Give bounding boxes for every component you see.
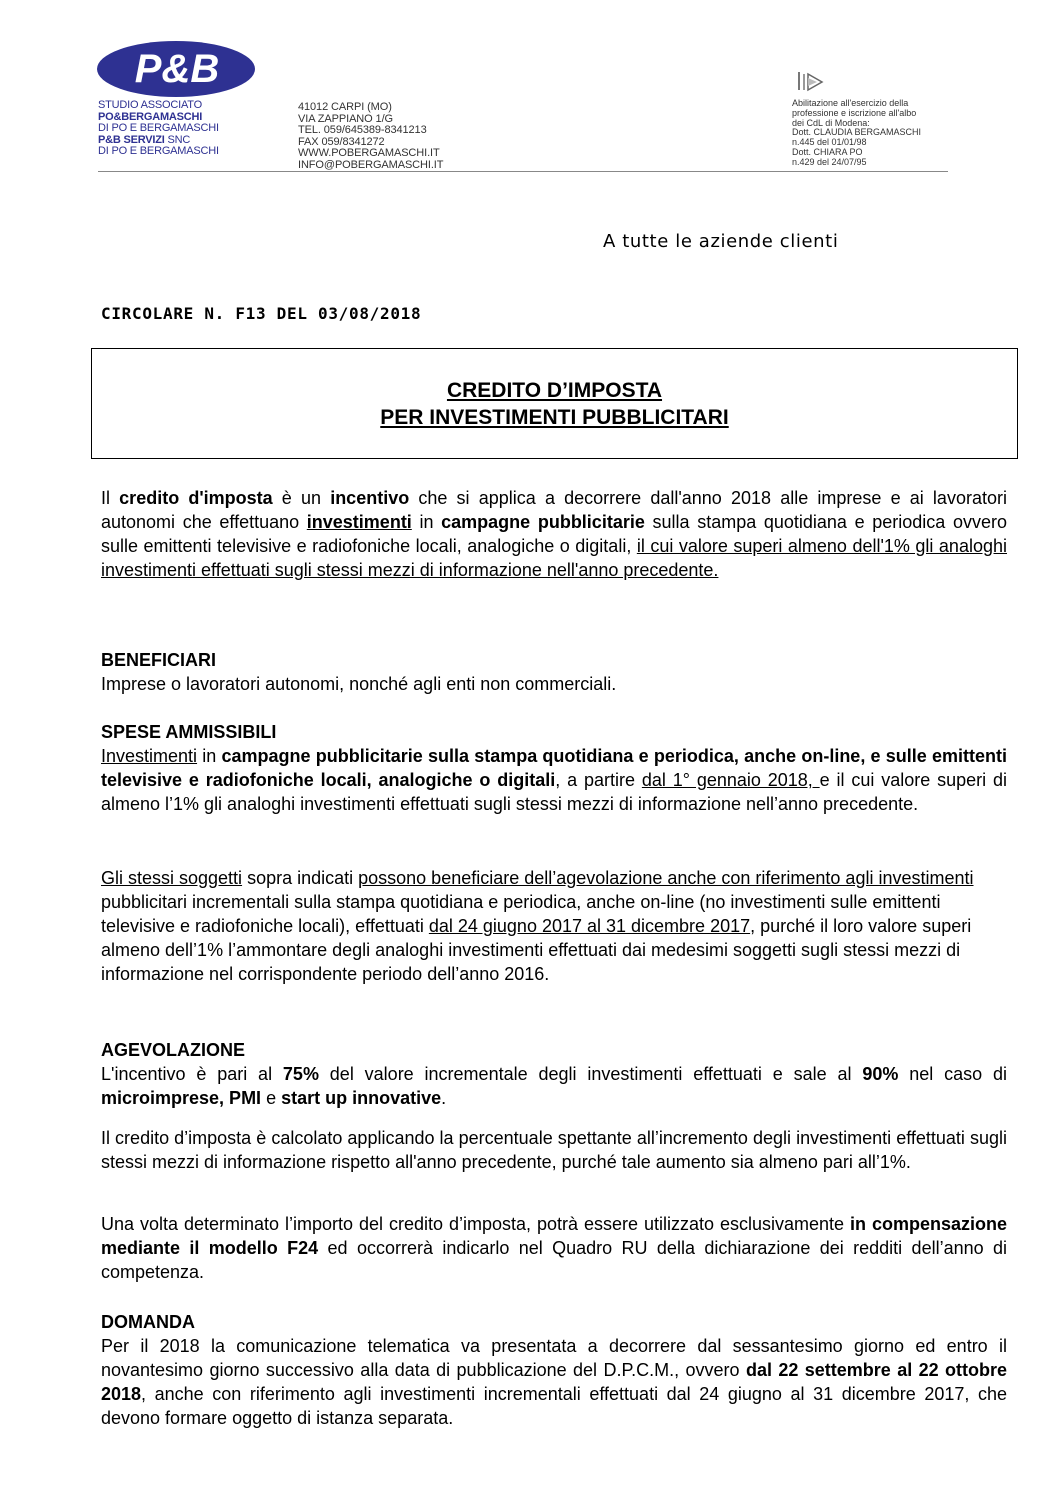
pb-logo [97,40,257,103]
cdl-line3: dei CdL di Modena: [792,117,870,128]
text-bold: campagne pubblicitarie sulla stampa quotidiana e periodica, anche on-line, e sulle emittenti televisive e radiofoniche locali, analogiche o digitali [101,746,1007,790]
studio-line3: DI PO E BERGAMASCHI [98,122,219,134]
studio-line5: DI PO E BERGAMASCHI [98,145,219,157]
text-bold: in compensazione mediante il modello F24 [101,1214,1007,1258]
title-line1: CREDITO D’IMPOSTA [446,379,663,402]
text: è un [272,488,331,508]
domanda-heading: DOMANDA [101,1312,195,1332]
text-bold: campagne pubblicitarie [441,512,645,532]
cdl-info [792,99,921,168]
cdl-line7: n.429 del 24/07/95 [792,156,867,167]
text: che si applica a decorrere dall'anno 2018 alle imprese e ai lavoratori autonomi che effettuano [101,488,1007,532]
studio-line4-rest: SNC [164,133,191,146]
text-bold: 90% [862,1064,899,1084]
text-underline: dal 1° gennaio 2018, [641,770,820,790]
text: , a partire [555,770,642,790]
studio-info [98,100,219,158]
spese-heading: SPESE AMMISSIBILI [101,722,277,742]
spese-paragraph2 [101,866,1007,986]
contact-address: 41012 CARPI (MO) [298,101,392,113]
contact-info [298,102,443,171]
recipient: A tutte le aziende clienti [603,231,839,252]
text: e il cui valore superi di almeno l’1% gli analoghi investimenti effettuati sugli stessi mezzi di informazione nell’anno precedente. [101,770,1007,814]
beneficiari-text: Imprese o lavoratori autonomi, nonché agli enti non commerciali. [101,674,617,694]
text-bold: start up innovative [281,1088,442,1108]
studio-line4-bold: P&B SERVIZI [98,133,165,146]
studio-line1: STUDIO ASSOCIATO [98,99,202,111]
text: pubblicitari incrementali sulla stampa quotidiana e periodica, anche on-line (no investimenti sulle emittenti televisive e radiofoniche locali), effettuati [101,892,941,936]
cdl-line6: Dott. CHIARA PO [792,146,863,157]
contact-fax: FAX 059/8341272 [298,135,385,148]
contact-web: WWW.POBERGAMASCHI.IT [298,147,440,159]
text: Una volta determinato l’importo del credito d’imposta, potrà essere utilizzato esclusivamente [101,1214,850,1234]
text-bold: credito d'imposta [119,488,273,508]
text-underline: Gli stessi soggetti [101,868,243,888]
text: , purché il loro valore superi almeno dell’1% l’ammontare degli analoghi investimenti effettuati dai medesimi soggetti sugli stessi mezzi di informazione nel corrispondente periodo dell’anno 2016. [101,916,972,984]
text: in [411,512,442,532]
title-line2: PER INVESTIMENTI PUBBLICITARI [380,406,729,429]
text: nel caso di [898,1064,1008,1084]
domanda-paragraph [101,1334,1007,1430]
contact-email: INFO@POBERGAMASCHI.IT [298,158,444,171]
text-bold-underline: investimenti [306,512,412,532]
text: e [261,1088,282,1108]
text-bold: incentivo [330,488,410,508]
pb-logo-icon [97,40,257,98]
logo-text: P&B [134,47,220,91]
text: ed occorrerà indicarlo nel Quadro RU della dichiarazione dei redditi dell’anno di competenza. [101,1238,1007,1282]
text-underline: possono beneficiare dell’agevolazione anche con riferimento agli investimenti [358,868,974,888]
text-bold: dal 22 settembre al 22 ottobre 2018 [101,1360,1008,1404]
text: sulla stampa quotidiana e periodica ovvero sulle emittenti televisive e radiofoniche locali, analogiche o digitali, [101,512,1007,556]
agevolazione-paragraph1 [101,1062,1007,1110]
text-underline: il cui valore superi almeno dell'1% gli analoghi investimenti effettuati sugli stessi mezzi di informazione nell'anno precedente. [101,536,1007,580]
header-divider [98,171,948,172]
contact-tel: TEL. 059/645389-8341213 [298,124,427,136]
agevolazione-heading: AGEVOLAZIONE [101,1040,246,1060]
cdl-line5: n.445 del 01/01/98 [792,137,867,148]
text: del valore incrementale degli investimenti effettuati e sale al [318,1064,863,1084]
agevolazione-paragraph2: Il credito d’imposta è calcolato applicando la percentuale spettante all’incremento degli investimenti effettuati sugli stessi mezzi di informazione rispetto all'anno precedente, purché tale aumento sia almeno pari all’1%. [101,1128,1007,1172]
text: , anche con riferimento agli investimenti incrementali effettuati dal 24 giugno al 31 dicembre 2017, che devono formare oggetto di istanza separata. [101,1384,1007,1428]
studio-line2: PO&BERGAMASCHI [98,110,203,123]
cdl-logo-icon [795,70,825,99]
cdl-line4: Dott. CLAUDIA BERGAMASCHI [792,127,922,138]
text: . [441,1088,447,1108]
text-underline: dal 24 giugno 2017 al 31 dicembre 2017 [428,916,751,936]
title-box [91,348,1018,459]
text: Per il 2018 la comunicazione telematica va presentata a decorrere dal sessantesimo giorno ed entro il novantesimo giorno successivo alla data di pubblicazione del D.P.C.M., ovvero [101,1336,1007,1380]
intro-paragraph [101,486,1007,582]
text-bold: 75% [282,1064,319,1084]
cdl-line2: professione e iscrizione all'albo [792,107,917,118]
contact-street: VIA ZAPPIANO 1/G [298,112,393,125]
text-bold: microimprese, PMI [101,1088,262,1108]
text: sopra indicati [242,868,359,888]
text: Il [101,488,120,508]
text-underline: Investimenti [101,746,198,766]
beneficiari-heading: BENEFICIARI [101,650,217,670]
text: in [197,746,222,766]
cdl-line1: Abilitazione all'esercizio della [792,98,909,108]
spese-paragraph1 [101,744,1007,816]
agevolazione-paragraph3 [101,1212,1007,1284]
circular-number: CIRCOLARE N. F13 DEL 03/08/2018 [101,304,422,323]
text: L'incentivo è pari al [101,1064,283,1084]
